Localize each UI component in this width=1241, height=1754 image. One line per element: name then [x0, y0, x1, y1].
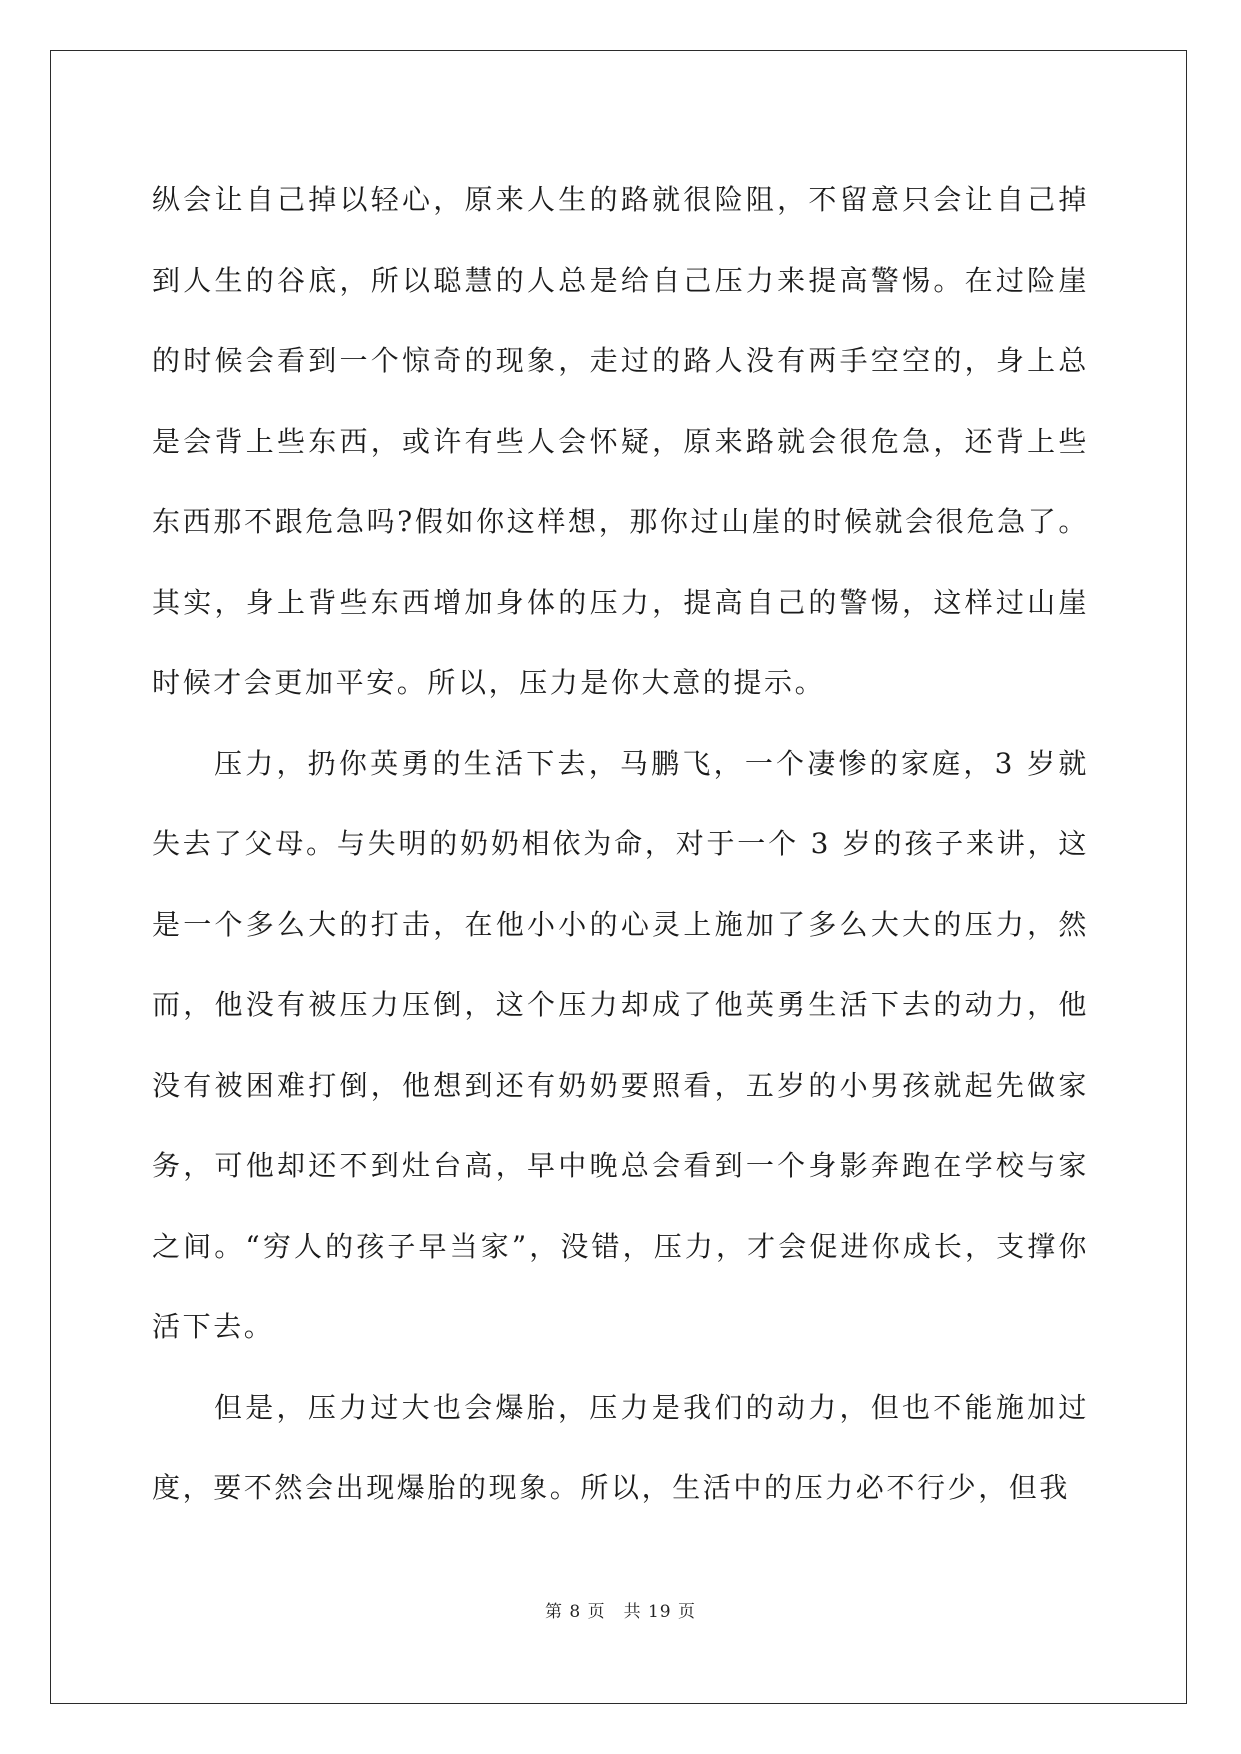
- page-footer: [0, 1601, 1241, 1623]
- paragraph-2: 压力，扔你英勇的生活下去，马鹏飞，一个凄惨的家庭，3 岁就失去了父母。与失明的奶奶相依为命，对于一个 3 岁的孩子来讲，这是一个多么大的打击，在他小小的心灵上施加了多么大大的压力，然而，他没有被压力压倒，这个压力却成了他英勇生活下去的动力，他没有被困难打倒，他想到还有奶奶要照看，五岁的小男孩就起先做家务，可他却还不到灶台高，早中晚总会看到一个身影奔跑在学校与家之间。“穷人的孩子早当家”，没错，压力，才会促进你成长，支撑你活下去。: [152, 746, 1089, 1343]
- page-number: 第 8 页: [544, 1602, 606, 1622]
- page-total: 共 19 页: [623, 1602, 697, 1622]
- document-body: [152, 160, 1089, 1529]
- paragraph-3: 但是，压力过大也会爆胎，压力是我们的动力，但也不能施加过度，要不然会出现爆胎的现象。所以，生活中的压力必不行少，但我: [152, 1390, 1089, 1504]
- paragraph-1: 纵会让自己掉以轻心，原来人生的路就很险阻，不留意只会让自己掉到人生的谷底，所以聪慧的人总是给自己压力来提高警惕。在过险崖的时候会看到一个惊奇的现象，走过的路人没有两手空空的，身上总是会背上些东西，或许有些人会怀疑，原来路就会很危急，还背上些东西那不跟危急吗?假如你这样想，那你过山崖的时候就会很危急了。其实，身上背些东西增加身体的压力，提高自己的警惕，这样过山崖时候才会更加平安。所以，压力是你大意的提示。: [152, 183, 1089, 699]
